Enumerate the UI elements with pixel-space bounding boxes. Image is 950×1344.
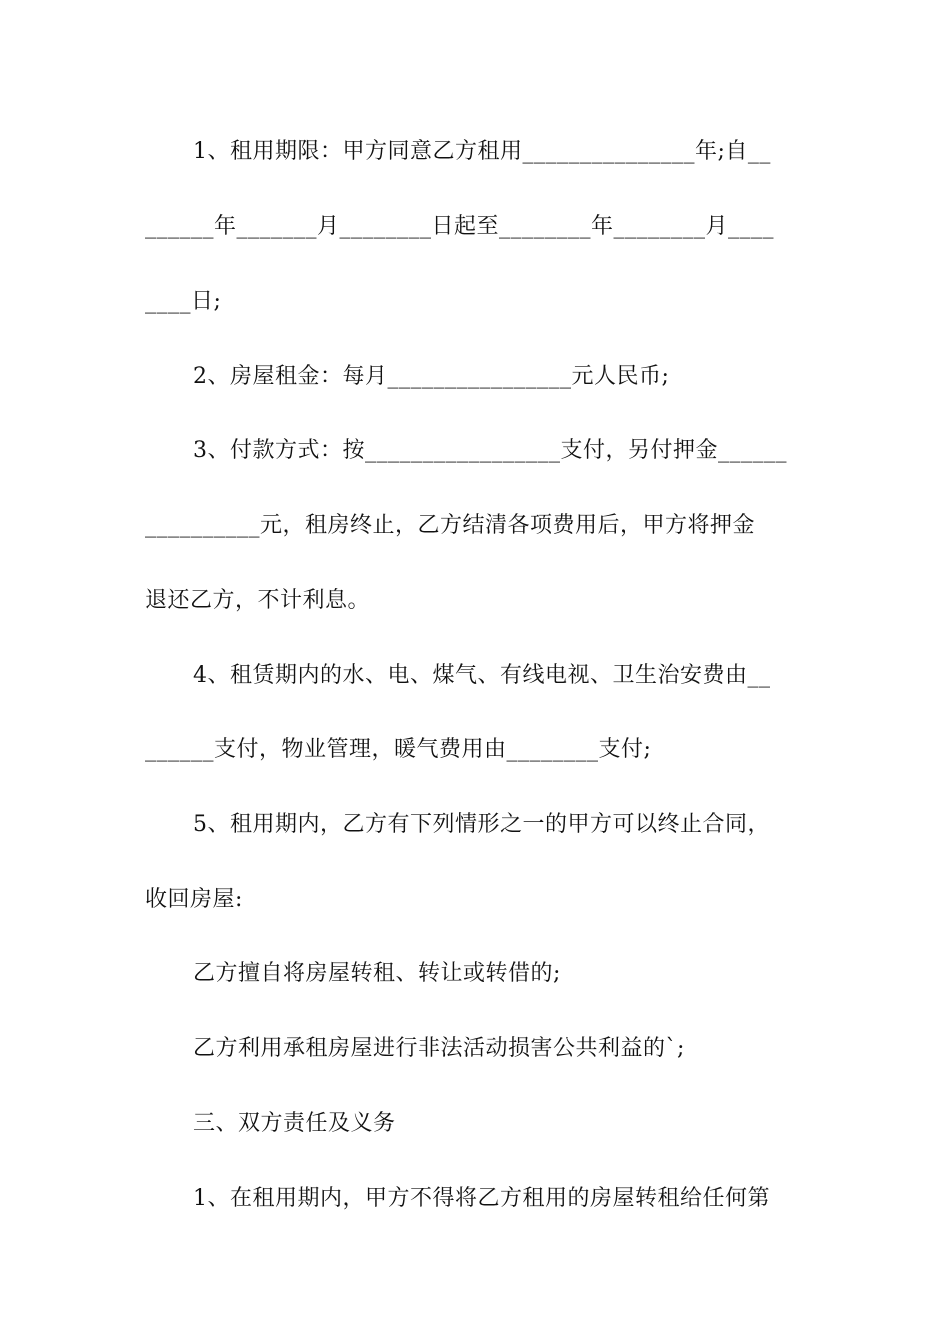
clause-3-line-2: __________元，租房终止，乙方结清各项费用后，甲方将押金 bbox=[145, 513, 756, 538]
condition-1: 乙方擅自将房屋转租、转让或转借的; bbox=[193, 961, 561, 986]
clause-1-line-2: ______年_______月________日起至________年________月____ bbox=[145, 214, 775, 239]
clause-5-line-1: 5、租用期内，乙方有下列情形之一的甲方可以终止合同， bbox=[193, 812, 770, 837]
clause-2-line-1: 2、房屋租金：每月________________元人民币; bbox=[193, 364, 670, 389]
section-heading: 三、双方责任及义务 bbox=[193, 1111, 396, 1136]
clause-5-line-2: 收回房屋: bbox=[145, 887, 243, 912]
clause-1-line-3: ____日; bbox=[145, 289, 222, 314]
clause-1-line-1: 1、租用期限：甲方同意乙方租用_______________年;自__ bbox=[193, 139, 771, 164]
clause-3-line-1: 3、付款方式：按_________________支付，另付押金______ bbox=[193, 438, 787, 463]
clause-3-line-3: 退还乙方，不计利息。 bbox=[145, 588, 371, 613]
condition-2: 乙方利用承租房屋进行非法活动损害公共利益的`; bbox=[193, 1036, 685, 1061]
clause-4-line-2: ______支付，物业管理，暖气费用由________支付; bbox=[145, 737, 652, 762]
responsibility-1-line-1: 1、在租用期内，甲方不得将乙方租用的房屋转租给任何第 bbox=[193, 1186, 770, 1211]
clause-4-line-1: 4、租赁期内的水、电、煤气、有线电视、卫生治安费由__ bbox=[193, 663, 771, 688]
